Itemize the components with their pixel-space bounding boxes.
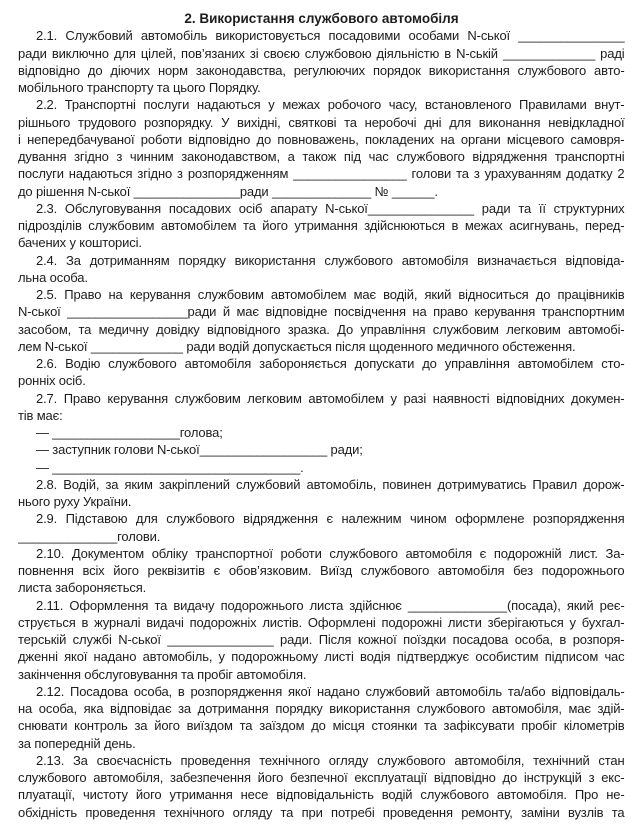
clause-line: закінчення обслуговування та пробіг автомобіля. (18, 666, 307, 682)
clause-line: N-ської _________________ради й має відповідне посвідчення на право керування транспортним (18, 304, 625, 320)
clause-line: ронніх осіб. (18, 373, 86, 389)
clause-line: дування згідно з чинним законодавством, а також під час службового відрядження транспортні (18, 149, 625, 164)
clause-line: бачених у кошторисі. (18, 235, 142, 251)
clause-line: листа забороняється. (18, 580, 147, 596)
clause-line: ______________голови. (18, 528, 161, 544)
clause-line: підрозділів службовим автомобілем та його утримання здійснюються в межах асигнувань, перед- (18, 218, 625, 233)
clause-2-7 (18, 390, 625, 476)
clause-line: 2.5. Право на керування службовим автомобілем має водій, який відноситься до працівників (36, 287, 625, 302)
clause-line: і непередбачуваної роботи відповідно до повноважень, покладених на органи місцевого самовря- (18, 131, 625, 147)
list-item: — заступник голови N-ської__________________ ради; (36, 442, 363, 458)
clause-line: тів має: (18, 407, 63, 423)
clause-2-5 (18, 286, 625, 355)
clause-line: 2.13. За своєчасність проведення технічного огляду службового автомобіля, технічний стан (36, 752, 625, 768)
clause-line: 2.1. Службовий автомобіль використовується посадовими особами N-ської _______________ (36, 28, 625, 44)
clause-line: ради виключно для цілей, пов’язаних зі своєю службовою діяльністю в N-ській _____________ раді (18, 45, 625, 61)
clause-2-11 (18, 597, 625, 683)
clause-2-1 (18, 27, 625, 96)
clause-line: льна особа. (18, 269, 88, 285)
clause-line: 2.2. Транспортні послуги надаються у межах робочого часу, встановленого Правилами внут- (36, 97, 625, 113)
clause-line: снювати контроль за його виїздом та заїздом до місця стоянки та зафіксувати пробіг кілометрів (18, 718, 625, 734)
clause-2-6 (18, 355, 625, 390)
list-item: — __________________голова; (36, 425, 223, 440)
clause-line: мобільного транспорту та цього Порядку. (18, 80, 261, 95)
clause-line: до рішення N-ської _______________ради ______________ № ______. (18, 183, 438, 199)
clause-line: 2.3. Обслуговування посадових осіб апарату N-ської_______________ ради та її структурних (36, 200, 625, 216)
clause-line: 2.4. За дотриманням порядку використання службового автомобіля визначається відповіда- (36, 252, 625, 268)
clause-line: послуги надаються згідно з розпорядженням ________________ голови та з урахуванням додатку 2 (18, 166, 625, 182)
authorized-drivers-list (18, 424, 625, 476)
clause-line: на особа, яка відповідає за дотримання порядку використання службового автомобіля, має здій- (18, 701, 625, 716)
clause-line: 2.6. Водію службового автомобіля забороняється допускати до управління автомобілем сто- (36, 356, 625, 371)
list-item: — ___________________________________. (36, 459, 304, 475)
clause-line: 2.9. Підставою для службового відрядження є належним чином оформлене розпорядження (36, 511, 625, 527)
clause-line: відповідно до діючих норм законодавства, регулюючих порядок використання службового авто- (18, 62, 625, 78)
clause-line: 2.12. Посадова особа, в розпорядження якої надано службовий автомобіль та/або відповідаль- (36, 683, 625, 699)
clause-line: 2.11. Оформлення та видачу подорожнього листа здійснює ______________(посада), який реє- (36, 597, 625, 613)
clause-line: струється в журналі видачі подорожніх листів. Оформлені подорожні листи зберігаються у бухгал- (18, 614, 625, 630)
clause-2-9 (18, 510, 625, 545)
clause-2-13 (18, 752, 625, 821)
clause-2-4 (18, 252, 625, 287)
clause-line: дженні якої надано автомобіль, у подорожньому листі водія підтверджує особистим підписом час (18, 649, 625, 665)
clause-line: терській службі N-ської _______________ ради. Після кожної поїздки посадова особа, в розпоря- (18, 632, 625, 647)
clause-line: за попередній день. (18, 735, 136, 751)
clause-2-12 (18, 683, 625, 752)
clause-line: 2.7. Право керування службовим легковим автомобілем у разі наявності відповідних докумен- (36, 390, 625, 406)
clause-line: 2.10. Документом обліку транспортної роботи службового автомобіля є подорожній лист. За- (36, 545, 625, 561)
clause-line: засобом, та медичну довідку відповідного зразка. До управління службовим легковим автомобі- (18, 321, 625, 337)
section-title: 2. Використання службового автомобіля (184, 11, 459, 26)
clause-line: нього руху України. (18, 494, 132, 509)
clause-2-2 (18, 96, 625, 200)
clause-line: лем N-ської _____________ ради водій допускається після щоденного медичного обстеження. (18, 338, 576, 354)
clause-line: повнення всіх його реквізитів є обов’язковим. Виїзд службового автомобіля без подорожнього (18, 563, 625, 578)
clause-line: рішнього трудового розпорядку. У вихідні, святкові та неробочі дні для виконання невідкладної (18, 114, 625, 130)
clause-line: обхідність проведення технічного огляду та при потребі проведення ремонту, заміни вузлів та (18, 804, 625, 820)
clause-line: службового автомобіля, забезпечення його безпечної експлуатації відповідно до інструкцій з екс- (18, 770, 625, 785)
clause-line: 2.8. Водій, за яким закріплений службовий автомобіль, повинен дотримуватись Правил дорож- (36, 476, 625, 492)
clause-2-10 (18, 545, 625, 597)
clause-line: плуатації, чистоту його утримання несе відповідальність водій службового автомобіля. Про не- (18, 787, 625, 803)
clause-2-3 (18, 200, 625, 252)
clause-2-8 (18, 476, 625, 511)
